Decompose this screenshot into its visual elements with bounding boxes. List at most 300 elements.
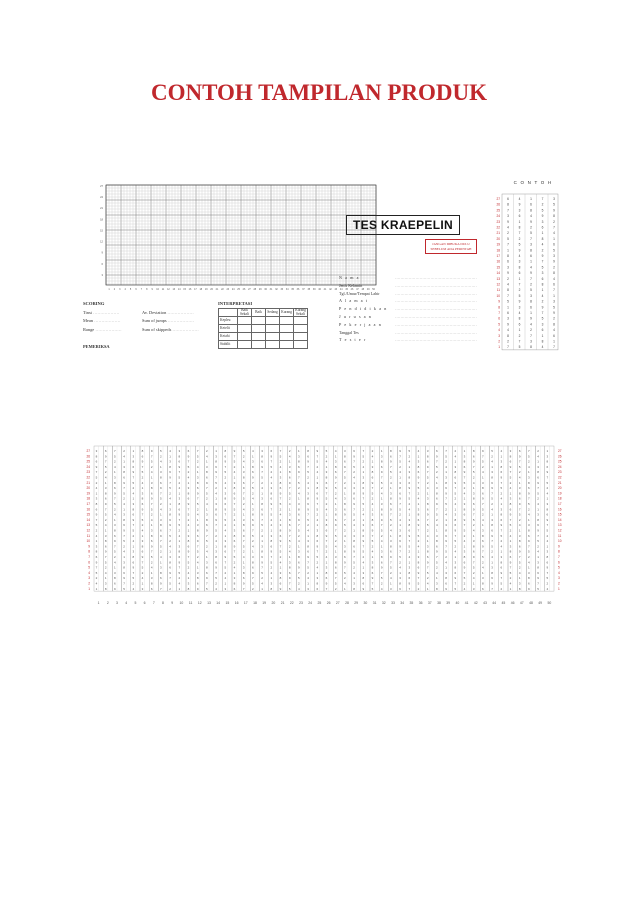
answer-digit: 1 xyxy=(334,454,337,459)
answer-digit: 5 xyxy=(233,555,236,559)
identity-field[interactable] xyxy=(339,321,509,329)
example-digit: 5 xyxy=(553,305,555,310)
answer-digit: 3 xyxy=(224,586,227,591)
answer-digit: 4 xyxy=(491,507,493,512)
answer-digit: 2 xyxy=(196,459,199,464)
answer-digit: 8 xyxy=(546,459,549,464)
answer-digit: 1 xyxy=(390,486,392,491)
answer-digit: 6 xyxy=(288,475,291,480)
example-digit: 4 xyxy=(553,328,555,333)
graph-x-tick: 18 xyxy=(199,288,203,291)
answer-digit: 2 xyxy=(288,449,291,453)
answer-digit: 6 xyxy=(215,512,217,517)
answer-digit: 2 xyxy=(242,454,245,459)
answer-digit: 3 xyxy=(426,544,429,549)
answer-digit: 4 xyxy=(325,555,328,559)
row-number-left: 3 xyxy=(88,576,90,581)
answer-digit: 9 xyxy=(344,512,346,517)
answer-digit: 6 xyxy=(334,470,337,475)
example-row-number: 12 xyxy=(496,282,500,287)
answer-digit: 6 xyxy=(187,449,190,453)
identity-value[interactable]: …………………………………………………… xyxy=(395,290,477,296)
interp-cell[interactable] xyxy=(252,325,266,333)
answer-digit: 7 xyxy=(288,581,291,586)
interp-cell[interactable] xyxy=(294,341,308,349)
answer-digit: 9 xyxy=(279,539,282,544)
answer-digit: 5 xyxy=(233,459,236,464)
identity-field[interactable] xyxy=(339,274,509,282)
identity-field[interactable] xyxy=(339,329,509,337)
example-digit: 1 xyxy=(530,311,532,315)
interp-cell[interactable] xyxy=(280,317,294,325)
answer-digit: 3 xyxy=(408,565,411,570)
interp-cell[interactable] xyxy=(238,317,252,325)
answer-digit: 3 xyxy=(215,454,217,459)
answer-digit: 8 xyxy=(123,517,125,522)
answer-digit: 5 xyxy=(316,555,319,559)
example-digit: 8 xyxy=(518,316,521,321)
example-digit: 3 xyxy=(553,299,555,304)
identity-field[interactable] xyxy=(339,333,509,344)
answer-digit: 1 xyxy=(123,507,125,512)
interp-column-header: Kurang Sekali xyxy=(295,308,306,316)
answer-digit: 8 xyxy=(215,507,217,512)
answer-digit: 2 xyxy=(150,560,153,565)
answer-digit: 8 xyxy=(206,517,208,522)
answer-digit: 4 xyxy=(436,523,438,528)
answer-digit: 9 xyxy=(417,523,420,528)
answer-digit: 4 xyxy=(169,449,171,453)
answer-digit: 9 xyxy=(325,581,328,586)
row-number-left: 24 xyxy=(86,464,90,469)
answer-digit: 8 xyxy=(537,565,539,570)
graph-x-tick: 9 xyxy=(151,288,153,291)
answer-digit: 9 xyxy=(436,454,438,459)
answer-digit: 1 xyxy=(325,464,328,469)
row-number-right: 18 xyxy=(558,496,562,501)
answer-digit: 3 xyxy=(233,576,236,581)
example-digit: 2 xyxy=(530,225,532,230)
example-digit: 7 xyxy=(518,231,521,236)
column-number: 1 xyxy=(97,601,100,606)
answer-digit: 5 xyxy=(399,507,401,512)
answer-digit: 8 xyxy=(298,555,300,559)
answer-digit: 5 xyxy=(463,528,466,533)
identity-value[interactable]: …………………………………………………… xyxy=(395,321,477,327)
identity-value[interactable]: …………………………………………………… xyxy=(395,306,477,312)
answer-digit: 4 xyxy=(178,486,181,491)
answer-digit: 9 xyxy=(270,549,273,554)
answer-digit: 2 xyxy=(325,454,328,459)
example-digit: 4 xyxy=(518,197,521,201)
example-digit: 7 xyxy=(518,282,521,287)
interp-cell[interactable] xyxy=(252,333,266,341)
column-number: 14 xyxy=(216,601,221,606)
answer-digit: 2 xyxy=(270,517,273,522)
answer-digit: 1 xyxy=(362,470,365,475)
example-digit: 1 xyxy=(518,219,521,224)
identity-field[interactable] xyxy=(339,297,509,305)
answer-digit: 8 xyxy=(399,581,401,586)
answer-digit: 2 xyxy=(187,470,190,475)
answer-digit: 6 xyxy=(518,449,521,453)
answer-digit: 8 xyxy=(500,560,503,565)
example-digit: 5 xyxy=(518,293,521,298)
answer-digit: 1 xyxy=(426,586,429,591)
answer-digit: 6 xyxy=(95,459,98,464)
answer-digit: 7 xyxy=(270,459,273,464)
answer-digit: 7 xyxy=(408,539,411,544)
answer-digit: 3 xyxy=(233,528,236,533)
answer-digit: 2 xyxy=(417,586,420,591)
answer-digit: 3 xyxy=(160,470,162,475)
answer-digit: 1 xyxy=(408,560,411,565)
answer-digit: 8 xyxy=(215,555,217,559)
answer-digit: 3 xyxy=(123,464,125,469)
answer-digit: 8 xyxy=(500,464,503,469)
interp-cell[interactable] xyxy=(266,341,280,349)
answer-digit: 1 xyxy=(417,549,420,554)
row-number-left: 9 xyxy=(88,544,90,549)
interp-cell[interactable] xyxy=(280,333,294,341)
row-number-left: 8 xyxy=(88,549,90,554)
example-digit: 2 xyxy=(541,248,544,253)
scoring-value: ……………… xyxy=(167,318,195,324)
answer-digit: 8 xyxy=(491,523,493,528)
answer-digit: 1 xyxy=(399,523,401,528)
interp-cell[interactable] xyxy=(266,325,280,333)
interp-row-label: Kepleu xyxy=(219,317,238,325)
graph-y-tick: 9 xyxy=(101,251,103,255)
answer-digit: 9 xyxy=(150,544,153,549)
answer-digit: 3 xyxy=(509,496,512,501)
interp-cell[interactable] xyxy=(294,317,308,325)
answer-digit: 6 xyxy=(390,502,392,506)
answer-digit: 2 xyxy=(141,570,144,575)
answer-digit: 2 xyxy=(546,581,549,586)
answer-digit: 1 xyxy=(454,507,457,512)
answer-digit: 3 xyxy=(196,570,199,575)
example-row-number: 14 xyxy=(496,271,500,276)
example-digit: 6 xyxy=(530,254,532,258)
answer-digit: 3 xyxy=(307,491,309,496)
answer-digit: 6 xyxy=(132,560,135,565)
answer-digit: 1 xyxy=(546,544,549,549)
interp-cell[interactable] xyxy=(252,341,266,349)
answer-sheet-grid xyxy=(84,443,564,613)
row-number-left: 11 xyxy=(86,533,90,538)
example-digit: 2 xyxy=(507,276,509,281)
answer-digit: 9 xyxy=(454,528,457,533)
answer-digit: 8 xyxy=(509,549,512,554)
answer-digit: 2 xyxy=(509,576,512,581)
row-number-right: 16 xyxy=(558,507,562,512)
answer-digit: 4 xyxy=(279,464,282,469)
identity-value[interactable]: …………………………………………………… xyxy=(395,337,477,343)
answer-digit: 7 xyxy=(123,486,125,491)
answer-digit: 2 xyxy=(316,560,319,565)
answer-digit: 1 xyxy=(252,502,254,506)
answer-digit: 3 xyxy=(463,502,466,506)
answer-digit: 9 xyxy=(546,470,549,475)
answer-digit: 4 xyxy=(224,480,227,485)
answer-digit: 7 xyxy=(454,533,457,538)
interp-cell[interactable] xyxy=(238,333,252,341)
answer-digit: 1 xyxy=(390,533,392,538)
answer-digit: 8 xyxy=(104,586,107,591)
answer-digit: 8 xyxy=(344,454,346,459)
answer-digit: 7 xyxy=(445,544,447,549)
answer-digit: 5 xyxy=(224,517,227,522)
answer-digit: 1 xyxy=(288,507,291,512)
answer-digit: 8 xyxy=(436,539,438,544)
answer-digit: 6 xyxy=(463,512,466,517)
example-digit: 8 xyxy=(530,345,532,350)
answer-digit: 8 xyxy=(362,576,365,581)
answer-digit: 1 xyxy=(371,555,374,559)
answer-digit: 6 xyxy=(242,528,245,533)
column-number: 36 xyxy=(418,601,423,606)
row-number-right: 5 xyxy=(558,565,560,570)
answer-digit: 9 xyxy=(500,570,503,575)
column-number: 43 xyxy=(483,601,487,606)
answer-digit: 1 xyxy=(206,555,208,559)
interp-cell[interactable] xyxy=(294,325,308,333)
answer-digit: 9 xyxy=(114,491,116,496)
answer-digit: 3 xyxy=(482,480,484,485)
example-digit: 5 xyxy=(518,242,521,247)
answer-digit: 6 xyxy=(279,486,282,491)
graph-x-tick: 30 xyxy=(264,288,267,291)
answer-digit: 7 xyxy=(371,581,374,586)
row-number-left: 17 xyxy=(86,502,90,506)
answer-digit: 4 xyxy=(104,570,107,575)
example-digit: 7 xyxy=(553,288,555,293)
answer-digit: 8 xyxy=(399,533,401,538)
scoring-label: Tinst xyxy=(83,309,92,315)
answer-digit: 2 xyxy=(298,486,300,491)
answer-digit: 8 xyxy=(546,507,549,512)
example-digit: 8 xyxy=(507,288,509,293)
answer-digit: 8 xyxy=(537,517,539,522)
answer-digit: 8 xyxy=(417,560,420,565)
answer-digit: 4 xyxy=(509,486,512,491)
answer-digit: 8 xyxy=(390,544,392,549)
row-number-left: 22 xyxy=(86,475,90,480)
answer-digit: 8 xyxy=(141,449,144,453)
identity-value[interactable]: …………………………………………………… xyxy=(395,282,477,288)
answer-digit: 4 xyxy=(307,576,309,581)
answer-digit: 6 xyxy=(371,475,374,480)
identity-value[interactable]: …………………………………………………… xyxy=(395,298,477,304)
answer-digit: 4 xyxy=(325,507,328,512)
answer-digit: 1 xyxy=(500,549,503,554)
answer-digit: 1 xyxy=(160,464,162,469)
example-row-number: 15 xyxy=(496,265,500,270)
example-row-number: 20 xyxy=(496,236,500,241)
answer-digit: 7 xyxy=(546,570,549,575)
answer-digit: 9 xyxy=(104,549,107,554)
answer-digit: 3 xyxy=(298,502,300,506)
answer-digit: 4 xyxy=(518,570,521,575)
answer-digit: 9 xyxy=(408,581,411,586)
answer-digit: 2 xyxy=(114,507,116,512)
answer-digit: 9 xyxy=(187,502,190,506)
answer-digit: 7 xyxy=(307,560,309,565)
answer-digit: 1 xyxy=(518,576,521,581)
answer-digit: 1 xyxy=(436,480,438,485)
identity-field[interactable] xyxy=(339,313,509,321)
answer-digit: 5 xyxy=(150,459,153,464)
identity-label: P e n d i d i k a n xyxy=(339,306,388,312)
example-digit: 6 xyxy=(541,276,544,281)
column-number: 12 xyxy=(197,601,202,606)
identity-value[interactable]: …………………………………………………… xyxy=(395,329,477,335)
answer-digit: 8 xyxy=(196,576,199,581)
answer-digit: 5 xyxy=(123,539,125,544)
answer-digit: 6 xyxy=(187,496,190,501)
graph-x-tick: 36 xyxy=(296,288,300,291)
answer-digit: 6 xyxy=(454,523,457,528)
answer-digit: 9 xyxy=(215,470,217,475)
answer-digit: 2 xyxy=(500,539,503,544)
answer-digit: 8 xyxy=(114,480,116,485)
graph-x-tick: 25 xyxy=(237,288,240,291)
answer-digit: 8 xyxy=(546,555,549,559)
example-row-number: 22 xyxy=(496,225,500,230)
answer-digit: 7 xyxy=(408,491,411,496)
column-number: 37 xyxy=(427,601,432,606)
answer-digit: 3 xyxy=(95,544,98,549)
answer-digit: 8 xyxy=(371,517,374,522)
answer-digit: 7 xyxy=(408,586,411,591)
graph-x-tick: 39 xyxy=(312,288,316,291)
answer-digit: 9 xyxy=(518,502,521,506)
answer-digit: 9 xyxy=(344,560,346,565)
answer-digit: 9 xyxy=(509,560,512,565)
answer-digit: 7 xyxy=(95,517,98,522)
answer-digit: 1 xyxy=(215,449,217,453)
answer-digit: 9 xyxy=(298,517,300,522)
answer-digit: 7 xyxy=(518,459,521,464)
answer-digit: 2 xyxy=(436,565,438,570)
answer-digit: 3 xyxy=(353,581,355,586)
answer-digit: 8 xyxy=(353,539,355,544)
answer-digit: 5 xyxy=(95,475,98,480)
identity-field[interactable] xyxy=(339,290,509,298)
answer-digit: 6 xyxy=(528,581,530,586)
answer-digit: 6 xyxy=(509,507,512,512)
answer-digit: 4 xyxy=(408,459,411,464)
answer-digit: 4 xyxy=(454,502,457,506)
example-row-number: 3 xyxy=(498,333,500,338)
answer-digit: 6 xyxy=(160,528,162,533)
answer-digit: 3 xyxy=(325,470,328,475)
answer-digit: 2 xyxy=(224,475,227,480)
answer-digit: 2 xyxy=(482,560,484,565)
answer-digit: 9 xyxy=(472,507,475,512)
answer-digit: 6 xyxy=(307,549,309,554)
answer-digit: 7 xyxy=(252,480,254,485)
answer-digit: 5 xyxy=(150,555,153,559)
answer-digit: 4 xyxy=(390,576,392,581)
interp-cell[interactable] xyxy=(294,333,308,341)
answer-digit: 3 xyxy=(279,523,282,528)
interp-cell[interactable] xyxy=(280,325,294,333)
answer-digit: 1 xyxy=(325,560,328,565)
answer-digit: 2 xyxy=(95,576,98,581)
answer-digit: 1 xyxy=(95,491,98,496)
answer-digit: 5 xyxy=(472,517,475,522)
answer-digit: 3 xyxy=(353,486,355,491)
graph-y-tick: 21 xyxy=(100,207,103,211)
answer-digit: 8 xyxy=(169,512,171,517)
interp-cell[interactable] xyxy=(238,341,252,349)
answer-digit: 7 xyxy=(491,539,493,544)
interp-cell[interactable] xyxy=(238,325,252,333)
answer-digit: 6 xyxy=(150,586,153,591)
answer-digit: 5 xyxy=(196,454,199,459)
interp-cell[interactable] xyxy=(266,333,280,341)
answer-digit: 8 xyxy=(261,549,263,554)
answer-digit: 4 xyxy=(279,512,282,517)
answer-digit: 4 xyxy=(436,570,438,575)
answer-digit: 8 xyxy=(224,496,227,501)
example-digit: 7 xyxy=(541,197,544,201)
answer-digit: 1 xyxy=(178,491,181,496)
answer-digit: 5 xyxy=(380,480,383,485)
answer-digit: 8 xyxy=(482,486,484,491)
answer-digit: 9 xyxy=(233,449,236,453)
answer-digit: 2 xyxy=(242,502,245,506)
identity-value[interactable]: …………………………………………………… xyxy=(395,313,477,319)
answer-digit: 8 xyxy=(307,449,309,453)
answer-digit: 7 xyxy=(224,512,227,517)
answer-digit: 5 xyxy=(334,581,337,586)
example-digit: 6 xyxy=(553,242,555,247)
graph-x-tick: 44 xyxy=(339,288,343,291)
answer-digit: 1 xyxy=(288,555,291,559)
answer-digit: 7 xyxy=(537,533,539,538)
answer-digit: 3 xyxy=(518,486,521,491)
interp-cell[interactable] xyxy=(252,317,266,325)
answer-digit: 9 xyxy=(362,491,365,496)
answer-digit: 2 xyxy=(307,475,309,480)
interp-cell[interactable] xyxy=(280,341,294,349)
example-digit: 5 xyxy=(507,236,509,241)
answer-digit: 8 xyxy=(196,528,199,533)
answer-digit: 3 xyxy=(491,565,493,570)
example-row-number: 5 xyxy=(498,322,500,327)
answer-digit: 9 xyxy=(509,464,512,469)
scoring-label: Mean xyxy=(83,318,93,324)
interp-cell[interactable] xyxy=(266,317,280,325)
answer-digit: 4 xyxy=(546,539,549,544)
answer-digit: 1 xyxy=(408,464,411,469)
answer-digit: 7 xyxy=(261,517,263,522)
answer-digit: 1 xyxy=(141,486,144,491)
identity-value[interactable]: …………………………………………………… xyxy=(395,275,477,280)
answer-digit: 2 xyxy=(261,528,263,533)
answer-digit: 9 xyxy=(307,459,309,464)
identity-field[interactable] xyxy=(339,305,509,313)
graph-x-tick: 13 xyxy=(172,288,176,291)
answer-digit: 1 xyxy=(454,459,457,464)
answer-digit: 6 xyxy=(150,539,153,544)
answer-digit: 4 xyxy=(537,454,539,459)
answer-digit: 4 xyxy=(252,449,254,453)
answer-digit: 5 xyxy=(298,480,300,485)
